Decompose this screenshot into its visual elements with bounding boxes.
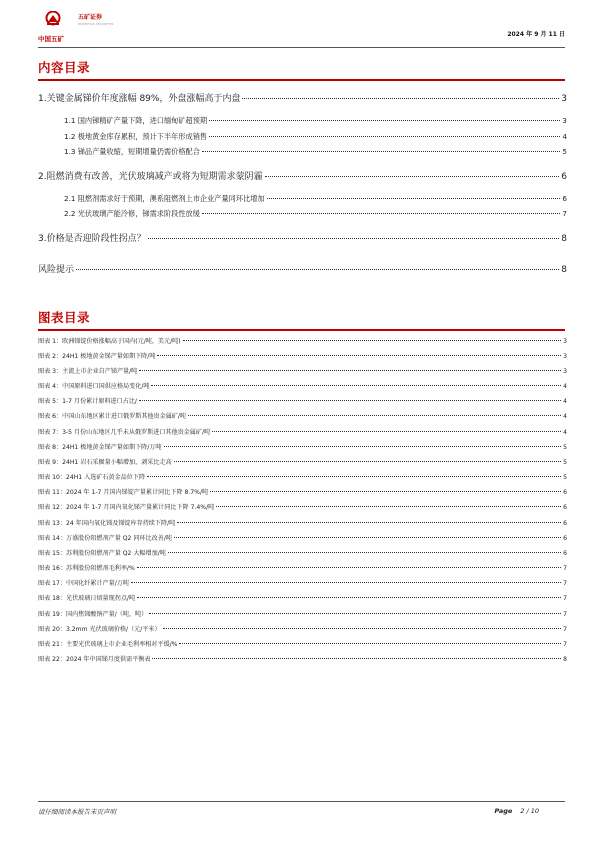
figure-entry-page: 7	[563, 595, 567, 602]
figure-entry[interactable]	[38, 427, 567, 436]
leader-dots	[147, 476, 561, 477]
figure-entry-page: 5	[563, 474, 567, 481]
leader-dots	[139, 370, 561, 371]
figure-entry[interactable]	[38, 518, 567, 527]
figure-entry[interactable]	[38, 624, 567, 633]
figure-entry[interactable]	[38, 487, 567, 496]
figure-entry-page: 4	[563, 413, 567, 420]
figure-entry[interactable]	[38, 639, 567, 648]
figure-entry-page: 6	[563, 504, 567, 511]
leader-dots	[137, 597, 561, 598]
figure-entry-page: 3	[563, 353, 567, 360]
toc-entry[interactable]	[38, 169, 567, 182]
leader-dots	[174, 537, 561, 538]
figure-entry-label: 图表 12：2024 年 1-7 月国内氧化锑产量累计同比下降 7.4%/吨	[38, 504, 215, 511]
figure-entry[interactable]	[38, 563, 567, 572]
toc-entry-page: 6	[562, 194, 567, 203]
figure-entry[interactable]	[38, 654, 567, 663]
figure-entry-label: 图表 16：苏利股份阻燃剂毛利率/%	[38, 565, 135, 572]
leader-dots	[216, 506, 561, 507]
figure-entry-page: 6	[563, 520, 567, 527]
toc-entry-page: 5	[562, 147, 567, 156]
figure-entry-label: 图表 17：中国化纤累计产量/万吨	[38, 580, 129, 587]
figure-entry-label: 图表 20：3.2mm 光伏玻璃价格/（元/平米）	[38, 626, 161, 633]
leader-dots	[212, 431, 561, 432]
footer-disclaimer: 请仔细阅读本报告末页声明	[38, 808, 116, 816]
leader-dots	[76, 269, 559, 270]
leader-dots	[179, 643, 561, 644]
leader-dots	[210, 491, 561, 492]
figure-entry-label: 图表 15：苏利股份阻燃剂产量 Q2 大幅增加/吨	[38, 550, 166, 557]
toc-title: 内容目录	[38, 60, 91, 75]
figure-entry-label: 图表 7：3-5 月份山东地区几乎未从俄罗斯进口其他贵金属矿/吨	[38, 429, 211, 436]
leader-dots	[157, 355, 561, 356]
leader-dots	[177, 522, 561, 523]
figure-entry[interactable]	[38, 336, 567, 345]
toc-entry-label: 1.1 国内锑精矿产量下降，进口缅甸矿超预期	[64, 116, 208, 125]
figure-entry-page: 6	[563, 535, 567, 542]
figure-entry-page: 7	[563, 580, 567, 587]
leader-dots	[149, 613, 561, 614]
leader-dots	[164, 446, 562, 447]
toc-entry[interactable]	[38, 231, 567, 244]
toc-entry[interactable]	[64, 194, 567, 204]
toc-entry[interactable]	[64, 209, 567, 219]
toc-entry-label: 3.价格是否迎阶段性拐点？	[38, 234, 146, 244]
page-label: Page	[494, 807, 513, 815]
toc-entry-label: 1.关键金属锑价年度涨幅 89%，外盘涨幅高于内盘	[38, 94, 241, 104]
figure-entry-label: 图表 21：主要光伏玻璃上市企业毛利率相对平缓/%	[38, 641, 178, 648]
figure-entry[interactable]	[38, 472, 567, 481]
report-date: 2024 年 9 月 11 日	[507, 31, 565, 38]
brand-name: 五矿证券	[78, 14, 103, 21]
header-divider	[38, 47, 565, 48]
figure-entry[interactable]	[38, 411, 567, 420]
leader-dots	[209, 120, 560, 121]
leader-dots	[174, 461, 561, 462]
figure-entry-label: 图表 2：24H1 极地黄金锑产量如期下降/吨	[38, 353, 156, 360]
figures-title-divider	[38, 329, 565, 331]
toc-entry-page: 7	[562, 209, 567, 218]
minmetals-logo-icon	[45, 11, 61, 27]
figure-entry-label: 图表 1：欧洲锑锭价格涨幅高于国内(元/吨，美元/吨)	[38, 338, 181, 345]
toc-entry-page: 8	[561, 265, 567, 275]
figure-entry-label: 图表 18：光伏玻璃日熔量现拐点/吨	[38, 595, 136, 602]
toc-entry-page: 3	[562, 116, 567, 125]
page-header	[38, 8, 565, 48]
figure-entry-label: 图表 5：1-7 月份累计原料进口占比/	[38, 398, 137, 405]
figure-entry-page: 4	[563, 383, 567, 390]
figure-entry-page: 7	[563, 565, 567, 572]
toc-entry-page: 6	[561, 172, 567, 182]
figure-entry[interactable]	[38, 457, 567, 466]
toc-title-divider	[38, 79, 565, 81]
leader-dots	[163, 628, 561, 629]
figure-entry-label: 图表 11：2024 年 1-7 月国内锑锭产量累计同比下降 8.7%/吨	[38, 489, 209, 496]
toc-entry[interactable]	[64, 132, 567, 142]
figure-entry-page: 6	[563, 489, 567, 496]
toc-entry[interactable]	[64, 116, 567, 126]
page-number: 2 / 10	[520, 807, 539, 815]
figures-title: 图表目录	[38, 310, 91, 325]
figure-entry[interactable]	[38, 593, 567, 602]
figure-entry-page: 6	[563, 550, 567, 557]
figure-entry[interactable]	[38, 609, 567, 618]
figure-entry-page: 4	[563, 429, 567, 436]
toc-entry[interactable]	[38, 91, 567, 104]
leader-dots	[131, 582, 561, 583]
leader-dots	[267, 198, 561, 199]
footer-divider	[38, 801, 565, 802]
figure-entry-label: 图表 19：国内焦锑酸钠产量/（吨，吨）	[38, 611, 148, 618]
leader-dots	[151, 385, 561, 386]
toc-entry-label: 2.2 光伏玻璃产能冷修，锑需求阶段性放缓	[64, 209, 200, 218]
figure-entry-label: 图表 14：万盛股份阻燃剂产量 Q2 同环比改善/吨	[38, 535, 172, 542]
toc-entry[interactable]	[38, 262, 567, 275]
toc-entry-label: 1.2 极地黄金库存累积，预计下半年形成销售	[64, 132, 208, 141]
figure-entry-page: 7	[563, 641, 567, 648]
leader-dots	[139, 400, 561, 401]
figure-entry-page: 5	[563, 444, 567, 451]
figure-entry-label: 图表 4：中国原料进口国供应格局变化/吨	[38, 383, 150, 390]
figure-entry-label: 图表 10：24H1 入选矿石黄金品位下降	[38, 474, 146, 481]
figure-entry-page: 8	[563, 656, 567, 663]
figure-entry-label: 图表 8：24H1 极地黄金锑产量如期下降/万吨	[38, 444, 162, 451]
figure-entry[interactable]	[38, 381, 567, 390]
leader-dots	[265, 176, 560, 177]
leader-dots	[183, 340, 561, 341]
figure-entry-label: 图表 6：中国山东地区累计进口俄罗斯其他贵金属矿/吨	[38, 413, 187, 420]
figure-entry-label: 图表 9：24H1 岩石采掘量小幅增加，剥采比走高	[38, 459, 172, 466]
figure-entry-page: 7	[563, 626, 567, 633]
figure-entry[interactable]	[38, 351, 567, 360]
toc-entry-label: 2.1 阻燃剂需求好于预期，澳系阻燃剂上市企业产量同环比增加	[64, 194, 265, 203]
figure-entry[interactable]	[38, 548, 567, 557]
figure-entry-page: 4	[563, 398, 567, 405]
logo-text: 中国五矿	[38, 35, 64, 43]
figure-entry-label: 图表 22：2024 年中国锑月度供需平衡表	[38, 656, 151, 663]
leader-dots	[137, 567, 561, 568]
toc-entry-label: 1.3 锑品产量收缩，短期增量仍需价格配合	[64, 147, 200, 156]
figure-entry[interactable]	[38, 533, 567, 542]
figure-entry[interactable]	[38, 502, 567, 511]
figure-entry-page: 3	[563, 368, 567, 375]
brand-name-en: MINMETALS SECURITIES	[78, 22, 114, 26]
leader-dots	[168, 552, 561, 553]
leader-dots	[242, 98, 559, 99]
figure-entry[interactable]	[38, 366, 567, 375]
toc-entry-page: 4	[562, 132, 567, 141]
toc-entry-page: 8	[561, 234, 567, 244]
figure-entry-page: 7	[563, 611, 567, 618]
figure-entry[interactable]	[38, 578, 567, 587]
toc-entry-label: 2.阻燃消费有改善，光伏玻璃减产或将为短期需求蒙阴霾	[38, 172, 263, 182]
leader-dots	[202, 213, 561, 214]
figure-entry-label: 图表 13：24 年国内氧化锑及锑锭库存持续下降/吨	[38, 520, 176, 527]
leader-dots	[202, 151, 561, 152]
leader-dots	[188, 415, 561, 416]
toc-entry-page: 3	[561, 94, 567, 104]
leader-dots	[148, 238, 560, 239]
figure-entry-label: 图表 3：主流上市企业自产锑产量/吨	[38, 368, 138, 375]
page-indicator	[494, 807, 539, 815]
figure-entry[interactable]	[38, 442, 567, 451]
figure-entry-page: 5	[563, 459, 567, 466]
toc-entry[interactable]	[64, 147, 567, 157]
leader-dots	[152, 658, 561, 659]
leader-dots	[209, 136, 560, 137]
figure-entry[interactable]	[38, 396, 567, 405]
figure-entry-page: 3	[563, 338, 567, 345]
toc-entry-label: 风险提示	[38, 265, 75, 275]
